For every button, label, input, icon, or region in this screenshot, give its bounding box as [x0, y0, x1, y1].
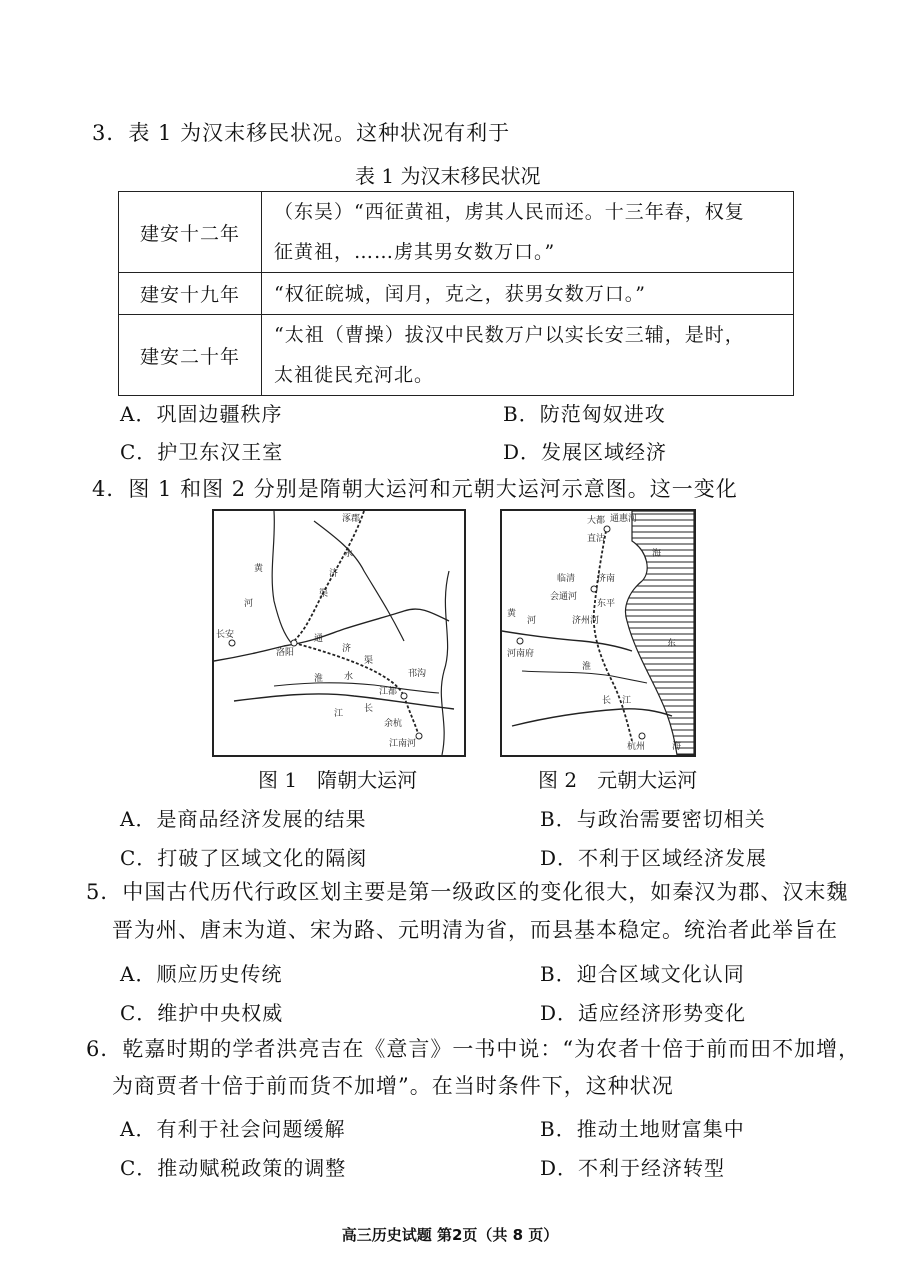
- huai-river: [274, 683, 439, 693]
- map-label: 余杭: [384, 719, 403, 729]
- map-label: 江: [622, 696, 632, 706]
- map-label: 黄: [254, 564, 264, 574]
- dadu-marker: [604, 526, 610, 532]
- q4-option-d: D．不利于区域经济发展: [540, 846, 768, 870]
- migration-table: [118, 191, 794, 396]
- table-cell-year: 建安十二年: [119, 192, 262, 273]
- q5-option-c: C．维护中央权威: [120, 1001, 284, 1025]
- q3-option-b: B．防范匈奴进攻: [503, 402, 666, 426]
- map-label: 大都: [587, 516, 606, 526]
- map-label: 江: [334, 709, 344, 719]
- table-cell-content: [262, 192, 794, 273]
- yuan-canal-map-svg: [502, 511, 694, 755]
- page-footer: 高三历史试题 第2页（共 8 页）: [341, 1226, 559, 1244]
- huai-river: [522, 671, 647, 683]
- map-label: 济州河: [572, 616, 600, 626]
- q5-option-a: A．顺应历史传统: [120, 962, 283, 986]
- q4-option-b: B．与政治需要密切相关: [540, 807, 766, 831]
- map-label: 长: [602, 696, 612, 706]
- coastline: [441, 571, 449, 755]
- table-cell-content: [262, 315, 794, 396]
- q6-stem-line2: 为商贾者十倍于前而货不加增”。在当时条件下，这种状况: [112, 1074, 674, 1098]
- table-caption: 表 1 为汉末移民状况: [355, 164, 541, 188]
- q4-option-c: C．打破了区域文化的隔阂: [120, 846, 368, 870]
- map-label: 永: [344, 549, 354, 559]
- map-label: 淮: [314, 674, 324, 684]
- yellow-river: [214, 609, 449, 661]
- river-line: [314, 521, 404, 641]
- q5-option-d: D．适应经济形势变化: [540, 1001, 747, 1025]
- q3-option-d: D．发展区域经济: [503, 440, 668, 464]
- map-label: 河: [244, 599, 254, 609]
- map-label: 直沽: [587, 534, 606, 544]
- jiangdu-marker: [401, 693, 407, 699]
- map-label: 海: [652, 549, 662, 559]
- q5-stem-line1: 5．中国古代历代行政区划主要是第一级政区的变化很大，如秦汉为郡、汉末魏: [86, 880, 849, 904]
- yuan-canal-map: [500, 509, 696, 757]
- map-label: 邗沟: [408, 669, 427, 679]
- q5-option-b: B．迎合区域文化认同: [540, 962, 745, 986]
- sui-canal-map: [212, 509, 466, 757]
- q6-option-d: D．不利于经济转型: [540, 1156, 726, 1180]
- map-label: 临清: [557, 574, 576, 584]
- sui-canal-map-svg: [214, 511, 464, 755]
- map-label: 会通河: [550, 592, 578, 602]
- map-label: 洛阳: [276, 648, 295, 658]
- river-line: [272, 511, 294, 646]
- q6-option-a: A．有利于社会问题缓解: [120, 1117, 346, 1141]
- changan-marker: [229, 640, 235, 646]
- q6-option-b: B．推动土地财富集中: [540, 1117, 745, 1141]
- q6-option-c: C．推动赋税政策的调整: [120, 1156, 347, 1180]
- q5-stem-line2: 晋为州、唐末为道、宋为路、元明清为省，而县基本稳定。统治者此举旨在: [112, 918, 838, 942]
- map-label: 江都: [379, 687, 398, 697]
- yangtze-river: [512, 709, 672, 726]
- map-label: 长: [364, 704, 374, 714]
- cell-line: 太祖徙民充河北。: [274, 364, 435, 386]
- q4-option-a: A．是商品经济发展的结果: [120, 807, 367, 831]
- figure-2-caption: 图 2 元朝大运河: [538, 768, 698, 792]
- map-label: 杭州: [627, 742, 646, 752]
- table-cell-year: 建安二十年: [119, 315, 262, 396]
- map-label: 济: [342, 644, 352, 654]
- map-label: 淮: [582, 662, 592, 672]
- luoyang-marker: [291, 640, 297, 646]
- map-label: 东: [667, 639, 677, 649]
- map-label: 河南府: [507, 649, 535, 659]
- map-label: 河: [527, 616, 537, 626]
- q3-option-c: C．护卫东汉王室: [120, 440, 284, 464]
- q3-stem: 3．表 1 为汉末移民状况。这种状况有利于: [92, 121, 511, 145]
- map-label: 通: [314, 634, 324, 644]
- q6-stem-line1: 6．乾嘉时期的学者洪亮吉在《意言》一书中说：“为农者十倍于前而田不加增，: [86, 1037, 861, 1061]
- q4-stem: 4．图 1 和图 2 分别是隋朝大运河和元朝大运河示意图。这一变化: [92, 477, 738, 501]
- yangtze-river: [234, 694, 454, 709]
- figure-1-caption: 图 1 隋朝大运河: [258, 768, 418, 792]
- cell-line: “太祖（曹操）拔汉中民数万户以实长安三辅，是时，: [274, 324, 745, 346]
- map-label: 渠: [364, 656, 374, 666]
- table-cell-content: [262, 273, 794, 315]
- map-label: 江南河: [389, 739, 417, 749]
- map-label: 济: [329, 569, 339, 579]
- map-label: 黄: [507, 609, 517, 619]
- hangzhou-marker: [639, 733, 645, 739]
- map-label: 水: [344, 672, 354, 682]
- sea-area: [625, 511, 694, 755]
- map-label: 涿郡: [342, 514, 361, 524]
- table-row: [119, 315, 794, 396]
- map-label: 东平: [597, 599, 616, 609]
- cell-line: “权征皖城，闰月，克之，获男女数万口。”: [274, 282, 646, 305]
- map-label: 长安: [216, 630, 235, 640]
- table-cell-year: 建安十九年: [119, 273, 262, 315]
- table-row: [119, 192, 794, 273]
- jiangnan-canal: [404, 696, 419, 736]
- map-label: 海: [672, 742, 682, 752]
- henanfu-marker: [517, 638, 523, 644]
- jinan-marker: [591, 586, 597, 592]
- table-row: [119, 273, 794, 315]
- yuhang-marker: [416, 733, 422, 739]
- map-label: 通惠河: [610, 514, 638, 524]
- cell-line: 征黄祖，……虏其男女数万口。”: [274, 241, 556, 263]
- q3-option-a: A．巩固边疆秩序: [120, 402, 283, 426]
- cell-line: （东吴）“西征黄祖，虏其人民而还。十三年春，权复: [274, 201, 745, 223]
- map-label: 渠: [319, 589, 329, 599]
- map-label: 济南: [597, 574, 616, 584]
